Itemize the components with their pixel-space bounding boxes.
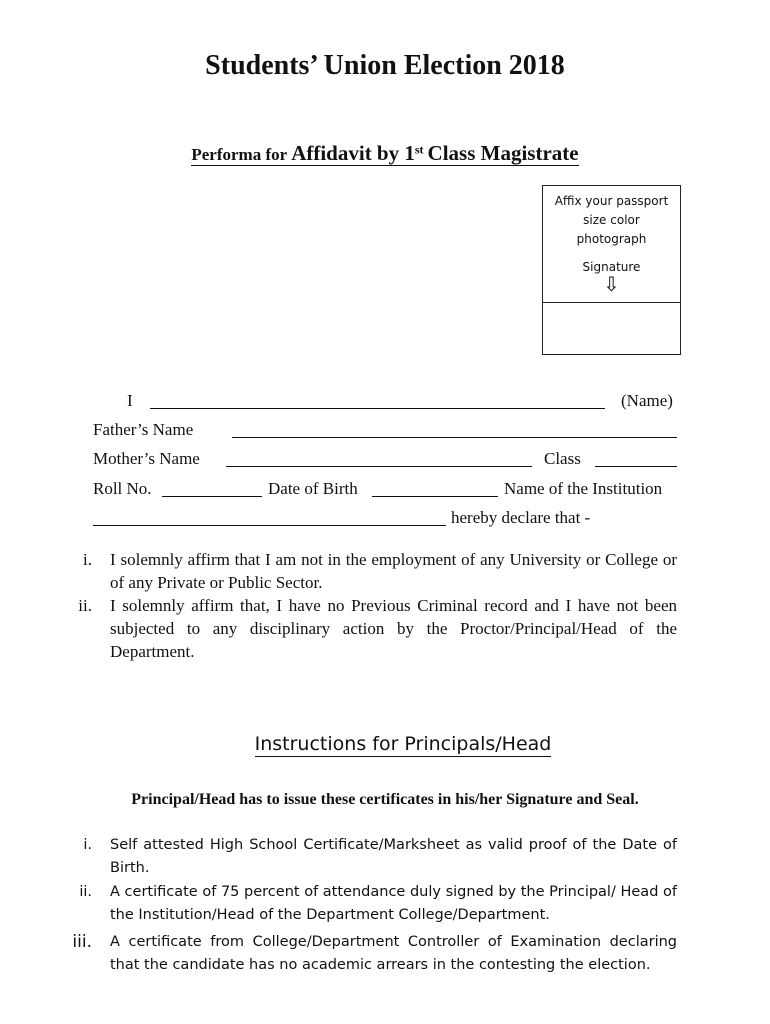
photo-box bbox=[542, 185, 681, 355]
instructions-list bbox=[62, 834, 712, 984]
mother-blank bbox=[226, 452, 532, 467]
affirmation-list bbox=[62, 548, 712, 668]
name-label: (Name) bbox=[621, 391, 673, 410]
signature-label: Signature bbox=[582, 260, 641, 274]
father-blank bbox=[232, 423, 677, 438]
item-number: i. bbox=[83, 550, 92, 569]
item-text: Self attested High School Certificate/Marksheet as valid proof of the Date of Birth. bbox=[110, 837, 677, 876]
instructions-heading bbox=[0, 733, 770, 755]
roll-blank bbox=[162, 482, 262, 497]
item-text: I solemnly affirm that I am not in the employment of any University or College or of any Private or Public Sector. bbox=[110, 550, 677, 592]
instructions-heading-text: Instructions for Principals/Head bbox=[254, 733, 552, 755]
down-arrow-icon: ⇩ bbox=[603, 272, 620, 296]
name-blank bbox=[150, 394, 605, 409]
subtitle-sup: st bbox=[414, 142, 424, 157]
mother-label: Mother’s Name bbox=[93, 449, 200, 468]
subtitle-suffix: Class Magistrate bbox=[427, 141, 579, 165]
item-text: A certificate from College/Department Controller of Examination declaring that the candidate has no academic arrears in the contesting the election. bbox=[110, 934, 677, 973]
subtitle-main: Affidavit by 1 bbox=[291, 141, 415, 165]
photo-area bbox=[543, 186, 680, 303]
dob-label: Date of Birth bbox=[268, 479, 358, 498]
item-text: I solemnly affirm that, I have no Previous Criminal record and I have not been subjected to any disciplinary action by the Proctor/Principal/Head of the Department. bbox=[110, 596, 677, 661]
item-number: ii. bbox=[78, 596, 92, 615]
dob-blank bbox=[372, 482, 498, 497]
roll-label: Roll No. bbox=[93, 479, 152, 498]
declare-label: hereby declare that - bbox=[451, 508, 591, 527]
i-label: I bbox=[127, 391, 133, 410]
class-label: Class bbox=[544, 449, 581, 468]
instructions-subheading: Principal/Head has to issue these certificates in his/her Signature and Seal. bbox=[131, 791, 639, 808]
document-title: Students’ Union Election 2018 bbox=[205, 50, 565, 81]
father-label: Father’s Name bbox=[93, 420, 194, 439]
institution-label: Name of the Institution bbox=[504, 479, 663, 498]
item-number: ii. bbox=[79, 884, 92, 900]
photo-instruction: Affix your passport size color photograph bbox=[554, 194, 669, 246]
form-subtitle bbox=[0, 141, 770, 166]
subtitle-prefix: Performa for bbox=[191, 145, 288, 164]
institution-blank bbox=[93, 511, 446, 526]
item-number: i. bbox=[83, 837, 92, 853]
item-number: iii. bbox=[72, 932, 92, 952]
item-text: A certificate of 75 percent of attendance duly signed by the Principal/ Head of the Institution/Head of the Department College/Department. bbox=[110, 884, 677, 923]
class-blank bbox=[595, 452, 677, 467]
name-line bbox=[127, 391, 133, 411]
